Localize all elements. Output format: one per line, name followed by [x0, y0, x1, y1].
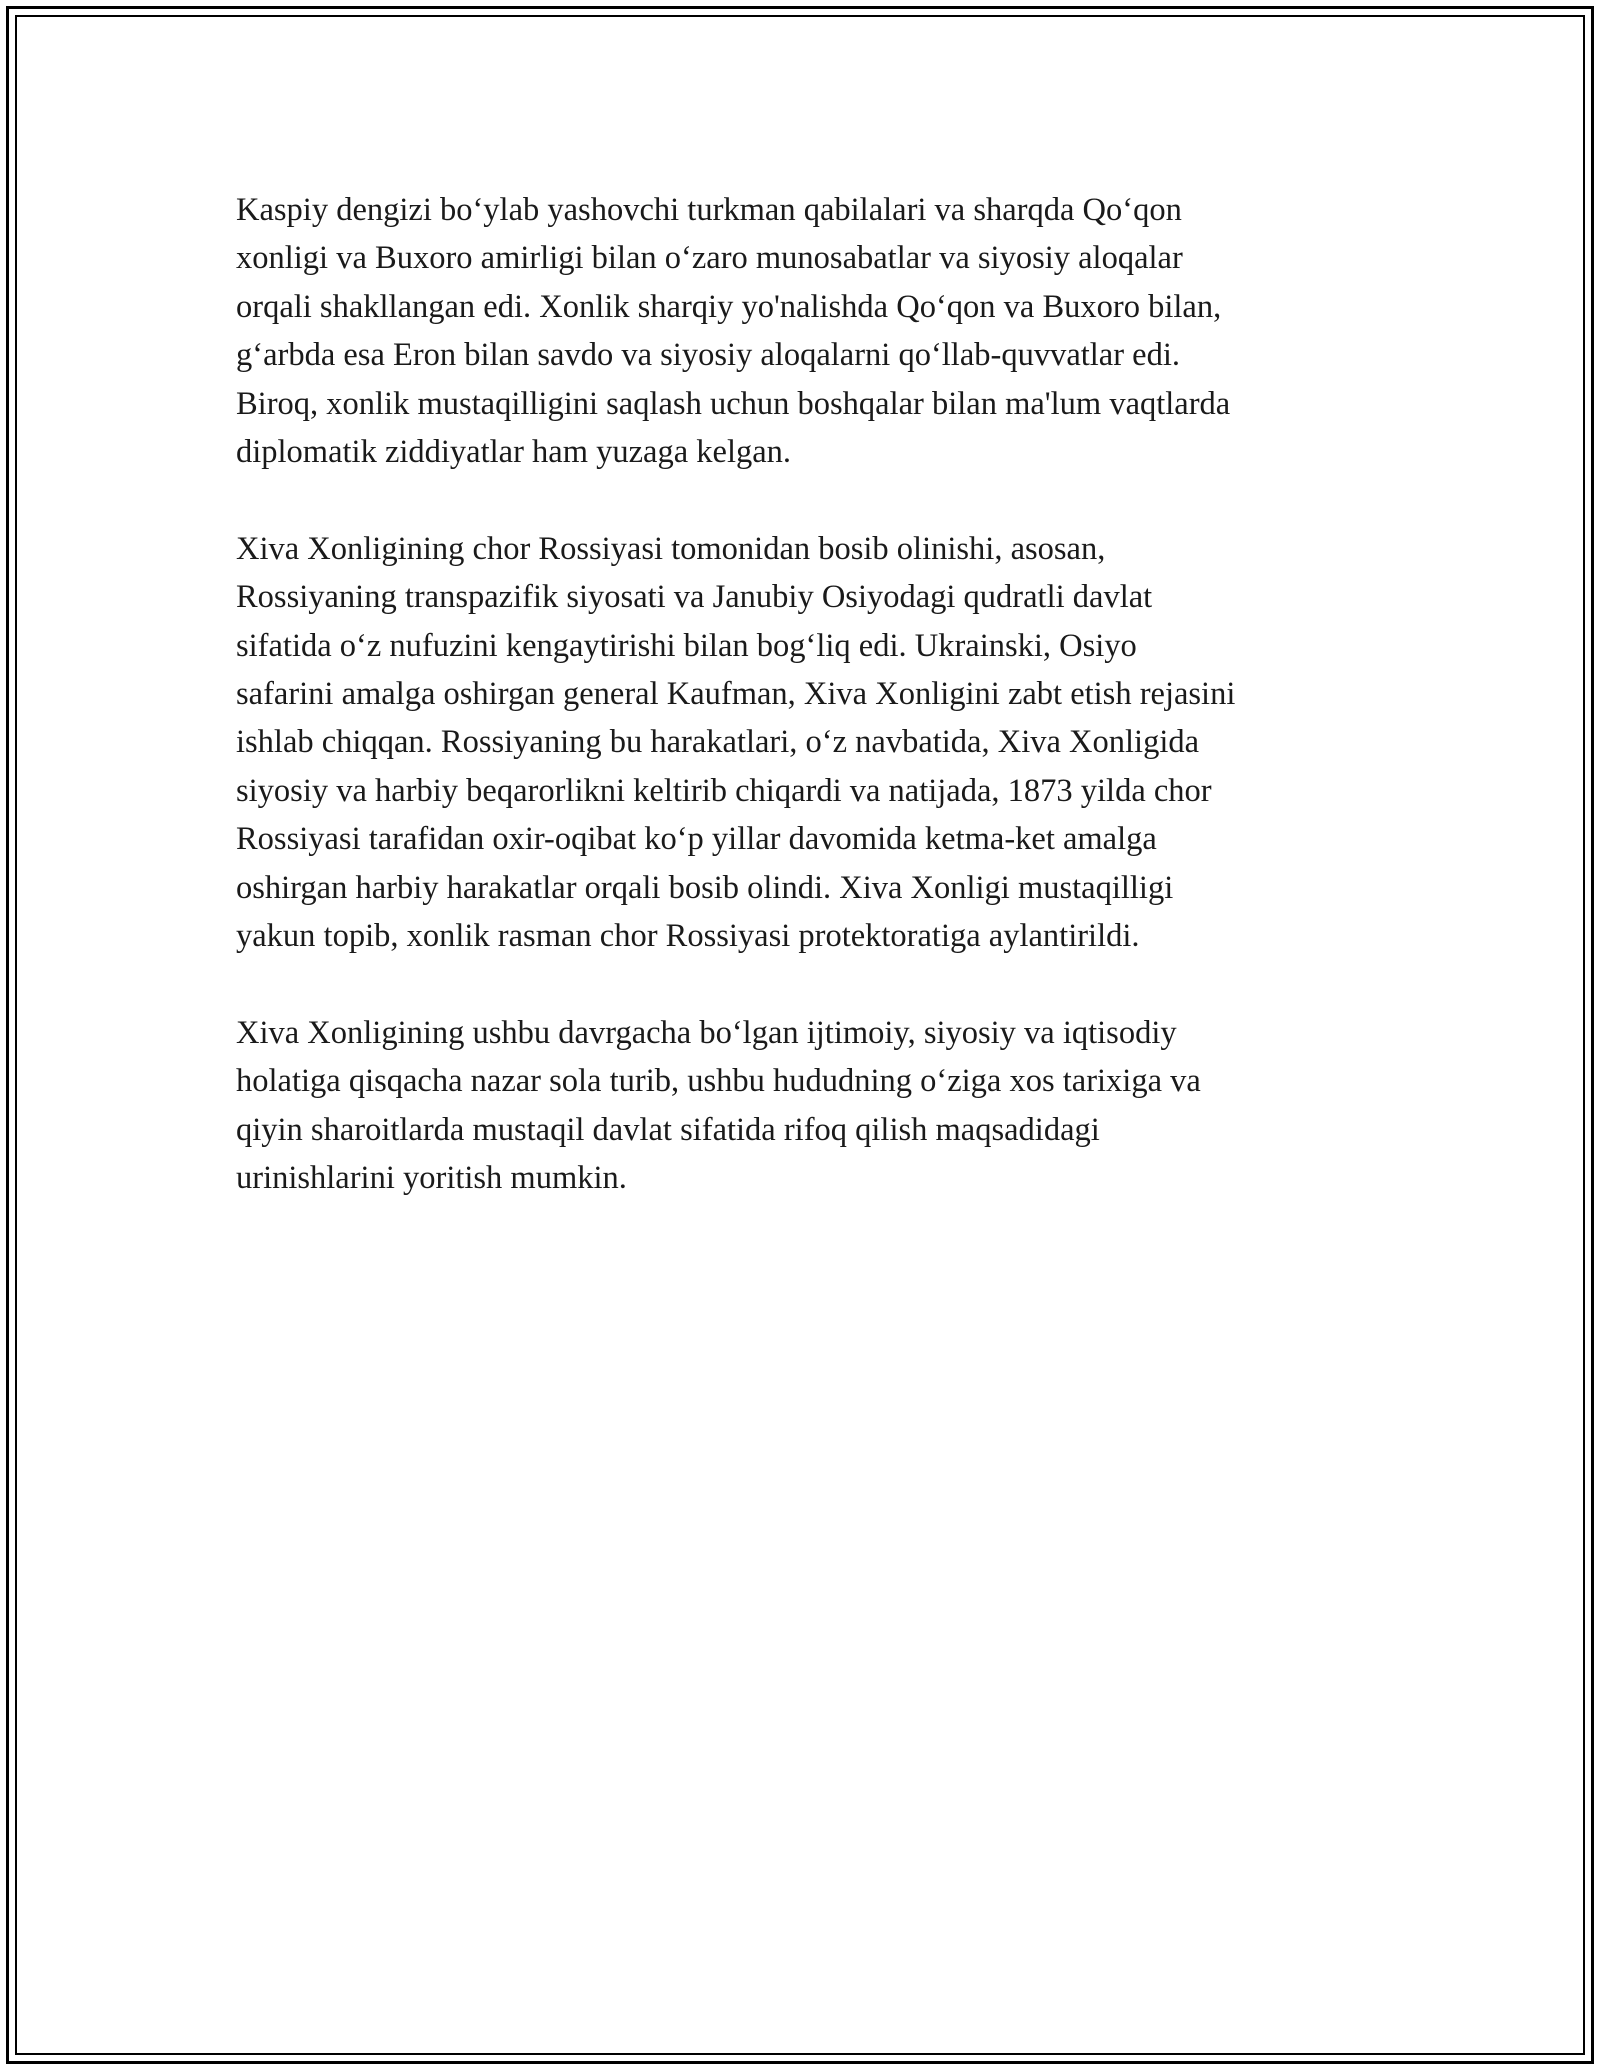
document-body — [236, 186, 1366, 1251]
text-line: orqali shakllangan edi. Xonlik sharqiy yo'nalishda Qo‘qon va Buxoro bilan, — [236, 288, 1222, 325]
text-line: Rossiyaning transpazifik siyosati va Janubiy Osiyodagi qudratli davlat — [236, 579, 1153, 616]
text-line: yakun topib, xonlik rasman chor Rossiyasi protektoratiga aylantirildi. — [236, 918, 1140, 955]
paragraph-2 — [236, 525, 1366, 961]
text-line: urinishlarini yoritish mumkin. — [236, 1160, 627, 1197]
text-line: safarini amalga oshirgan general Kaufman, Xiva Xonligini zabt etish rejasini — [236, 676, 1236, 713]
text-line: holatiga qisqacha nazar sola turib, ushbu hududning o‘ziga xos tarixiga va — [236, 1063, 1201, 1100]
text-line: oshirgan harbiy harakatlar orqali bosib olindi. Xiva Xonligi mustaqilligi — [236, 869, 1174, 906]
text-line: Rossiyasi tarafidan oxir-oqibat ko‘p yillar davomida ketma-ket amalga — [236, 821, 1157, 858]
text-line: qiyin sharoitlarda mustaqil davlat sifatida rifoq qilish maqsadidagi — [236, 1111, 1100, 1148]
text-line: ishlab chiqqan. Rossiyaning bu harakatlari, o‘z navbatida, Xiva Xonligida — [236, 724, 1200, 761]
paragraph-1 — [236, 186, 1366, 476]
paragraph-3 — [236, 1009, 1366, 1203]
text-line: Kaspiy dengizi bo‘ylab yashovchi turkman qabilalari va sharqda Qo‘qon — [236, 192, 1182, 228]
text-line: Xiva Xonligining ushbu davrgacha bo‘lgan ijtimoiy, siyosiy va iqtisodiy — [236, 1014, 1177, 1051]
text-line: sifatida o‘z nufuzini kengaytirishi bilan bog‘liq edi. Ukrainski, Osiyo — [236, 627, 1137, 664]
text-line: diplomatik ziddiyatlar ham yuzaga kelgan. — [236, 434, 792, 471]
text-line: Biroq, xonlik mustaqilligini saqlash uchun boshqalar bilan ma'lum vaqtlarda — [236, 385, 1231, 422]
text-line: g‘arbda esa Eron bilan savdo va siyosiy aloqalarni qo‘llab-quvvatlar edi. — [236, 337, 1181, 374]
text-line: xonligi va Buxoro amirligi bilan o‘zaro munosabatlar va siyosiy aloqalar — [236, 240, 1183, 277]
text-line: siyosiy va harbiy beqarorlikni keltirib chiqardi va natijada, 1873 yilda chor — [236, 772, 1212, 809]
text-line: Xiva Xonligining chor Rossiyasi tomonidan bosib olinishi, asosan, — [236, 530, 1106, 567]
